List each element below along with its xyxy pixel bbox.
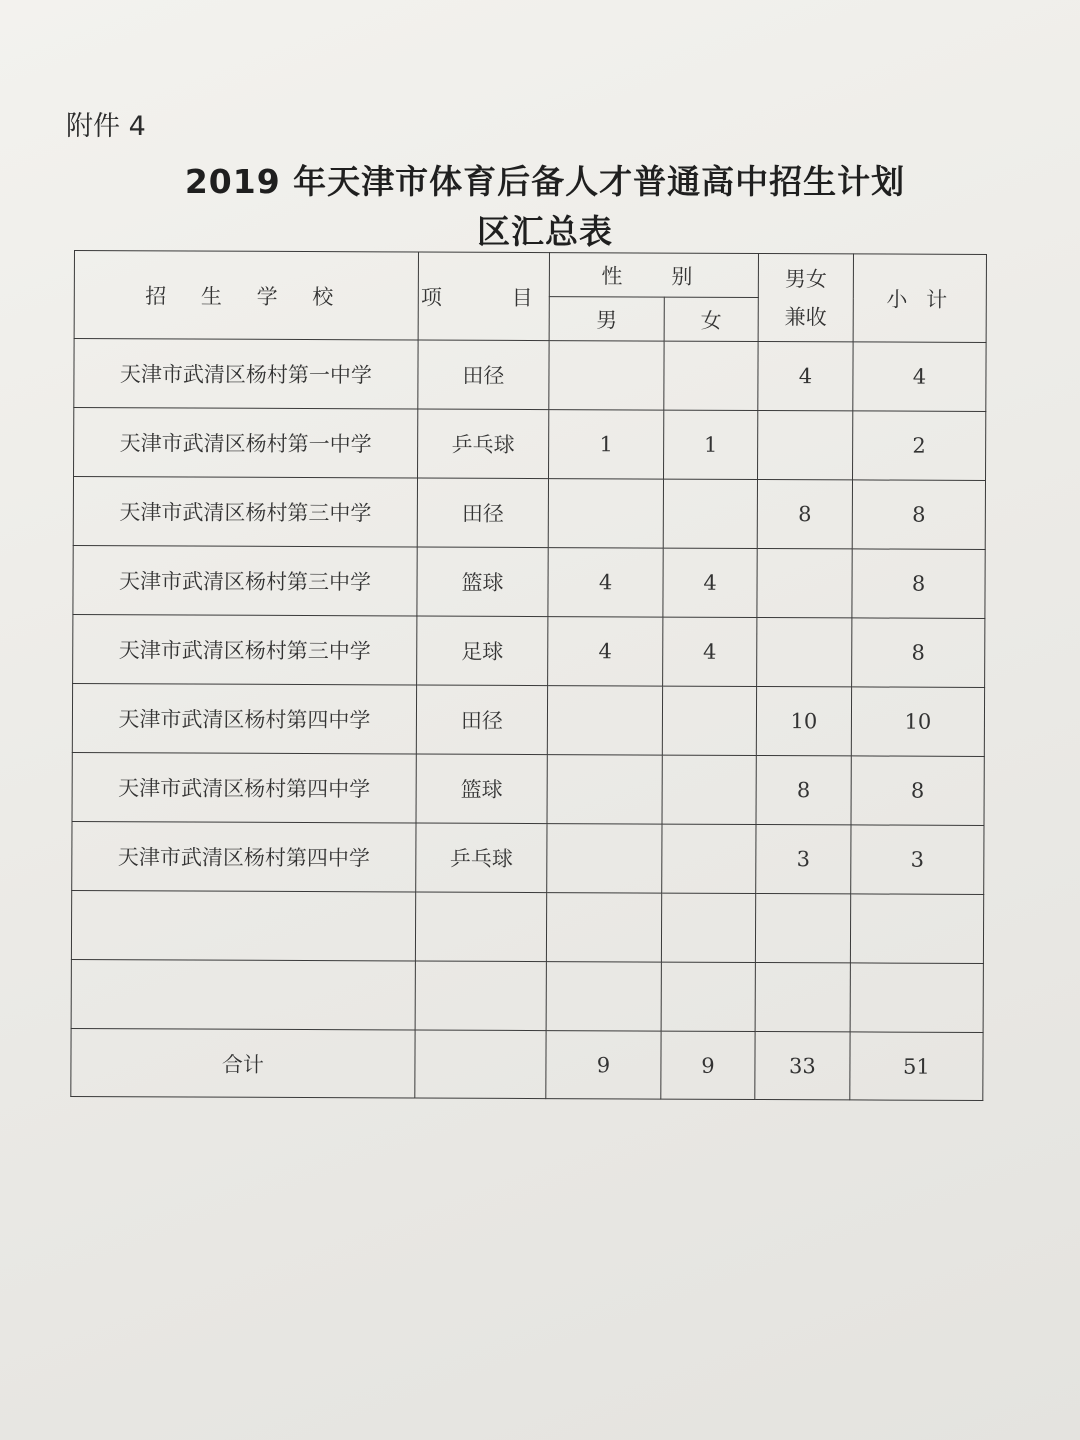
- subtotal-cell: 8: [852, 618, 985, 688]
- table-row: [74, 339, 986, 412]
- attachment-label: 附件 4: [66, 111, 146, 142]
- header-item: 项 目: [418, 252, 549, 341]
- school-cell: 天津市武清区杨村第三中学: [73, 477, 417, 548]
- both-cell: 3: [756, 824, 851, 893]
- female-cell: [661, 962, 755, 1031]
- male-cell: 4: [548, 617, 663, 687]
- subtotal-cell: 4: [853, 342, 986, 412]
- both-cell: [757, 548, 852, 617]
- table-row: [72, 752, 984, 825]
- table-row: [73, 614, 985, 687]
- header-both: 男女兼收: [758, 253, 853, 341]
- total-subtotal-cell: 51: [850, 1032, 983, 1101]
- female-cell: [662, 755, 756, 824]
- male-cell: [549, 341, 664, 411]
- table-row: [73, 545, 985, 618]
- both-cell: [757, 617, 852, 686]
- female-cell: [662, 824, 756, 893]
- both-cell: 4: [758, 341, 853, 410]
- male-cell: [546, 962, 661, 1032]
- school-cell: 天津市武清区杨村第一中学: [74, 339, 418, 410]
- item-cell: [415, 961, 546, 1031]
- school-cell: 天津市武清区杨村第四中学: [72, 821, 416, 892]
- total-both-cell: 33: [755, 1031, 850, 1099]
- female-cell: [661, 893, 755, 962]
- item-cell: 田径: [418, 340, 549, 410]
- header-school: 招 生 学 校: [74, 251, 418, 341]
- subtotal-cell: [850, 963, 983, 1033]
- both-cell: [758, 410, 853, 479]
- subtotal-cell: [850, 894, 983, 964]
- total-female-cell: 9: [661, 1031, 755, 1099]
- total-row: [71, 1028, 983, 1100]
- school-cell: 天津市武清区杨村第四中学: [72, 683, 416, 754]
- school-cell: [71, 890, 415, 961]
- male-cell: [546, 893, 661, 963]
- male-cell: [547, 824, 662, 894]
- female-cell: [663, 479, 757, 548]
- subtotal-cell: 10: [851, 687, 984, 757]
- both-cell: 10: [756, 686, 851, 755]
- school-cell: 天津市武清区杨村第三中学: [73, 614, 417, 685]
- female-cell: 1: [664, 410, 758, 479]
- header-gender: 性 别: [549, 253, 758, 298]
- document-subtitle: 区汇总表: [477, 212, 613, 251]
- header-subtotal: 小 计: [853, 254, 986, 343]
- both-cell: [755, 893, 850, 962]
- female-cell: 4: [663, 617, 757, 686]
- item-cell: 田径: [417, 478, 548, 548]
- subtotal-cell: 3: [851, 825, 984, 895]
- item-cell: 乒乓球: [416, 823, 547, 893]
- table-row: [72, 683, 984, 756]
- subtotal-cell: 8: [851, 756, 984, 826]
- both-cell: [755, 962, 850, 1031]
- both-cell: 8: [757, 479, 852, 548]
- female-cell: [664, 341, 758, 410]
- school-cell: [71, 959, 415, 1030]
- item-cell: [415, 892, 546, 962]
- male-cell: 1: [549, 410, 664, 480]
- both-cell: 8: [756, 755, 851, 824]
- male-cell: 4: [548, 548, 663, 618]
- school-cell: 天津市武清区杨村第四中学: [72, 752, 416, 823]
- item-cell: 篮球: [417, 547, 548, 617]
- male-cell: [548, 479, 663, 549]
- table-row: [73, 477, 985, 550]
- male-cell: [547, 755, 662, 825]
- school-cell: 天津市武清区杨村第一中学: [74, 408, 418, 479]
- item-cell: 篮球: [416, 754, 547, 824]
- item-cell: 乒乓球: [418, 409, 549, 479]
- total-label: 合计: [71, 1028, 415, 1098]
- female-cell: 4: [663, 548, 757, 617]
- school-cell: 天津市武清区杨村第三中学: [73, 545, 417, 616]
- table-row: [72, 821, 984, 894]
- female-cell: [662, 686, 756, 755]
- header-row: [74, 251, 986, 299]
- subtotal-cell: 8: [852, 549, 985, 619]
- document-title: 2019 年天津市体育后备人才普通高中招生计划: [184, 162, 906, 201]
- table-row: [71, 959, 983, 1032]
- male-cell: [547, 686, 662, 756]
- enrollment-plan-table: [70, 250, 987, 1101]
- total-male-cell: 9: [546, 1031, 661, 1100]
- total-item-cell: [415, 1030, 546, 1099]
- header-female: 女: [664, 297, 758, 341]
- table-row: [71, 890, 983, 963]
- item-cell: 田径: [416, 685, 547, 755]
- subtotal-cell: 8: [852, 480, 985, 550]
- item-cell: 足球: [417, 616, 548, 686]
- header-male: 男: [549, 297, 664, 342]
- subtotal-cell: 2: [853, 411, 986, 481]
- table-row: [74, 408, 986, 481]
